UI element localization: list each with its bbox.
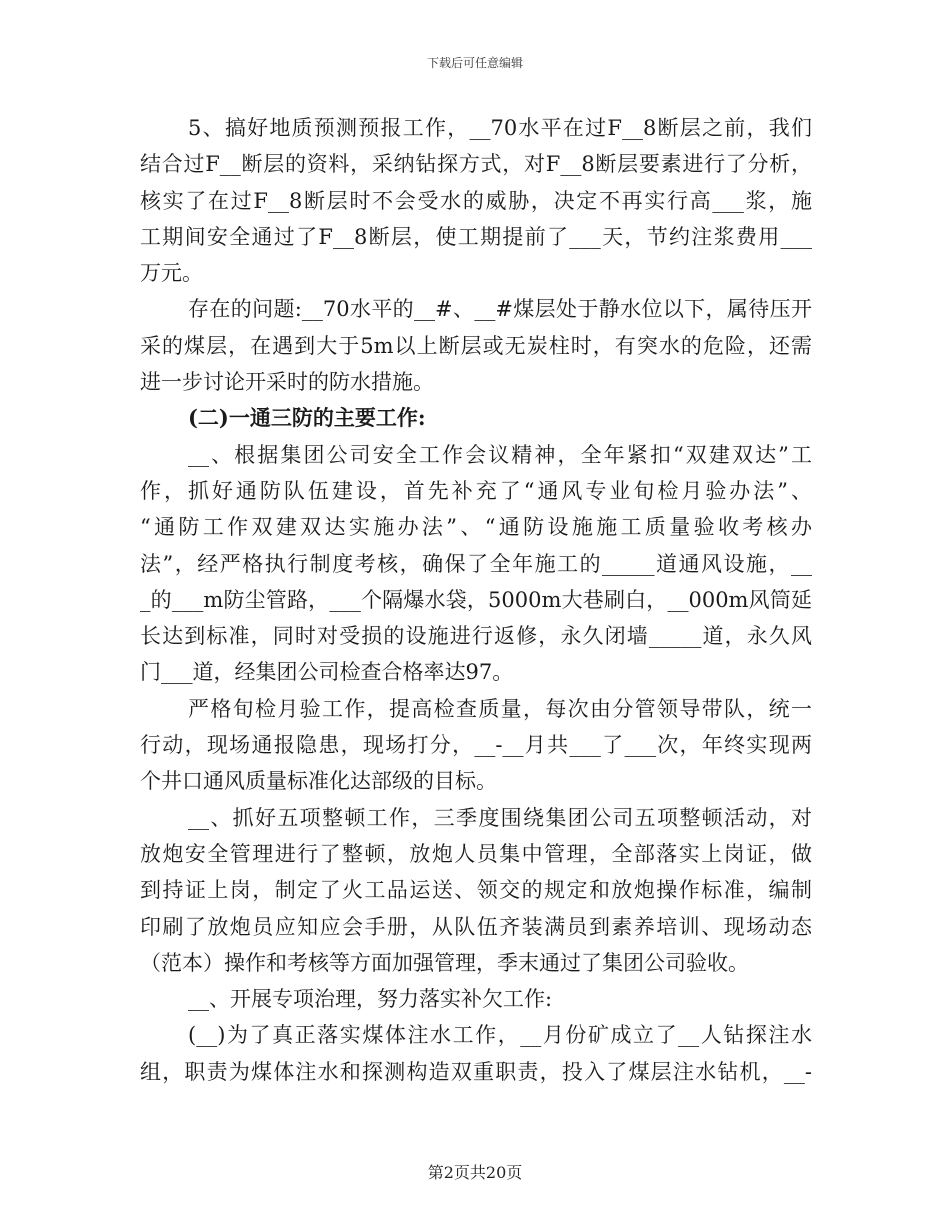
page-header: 下载后可任意编辑 [426,56,523,70]
page-number: 第2页共20页 [427,1163,523,1182]
paragraph-line: 结合过F__断层的资料，采纳钻探方式，对F__8断层要素进行了分析， [140,152,812,177]
paragraph-line: __、抓好五项整顿工作，三季度围绕集团公司五项整顿活动，对 [188,805,812,830]
paragraph-line: 法”，经严格执行制度考核，确保了全年施工的_____道通风设施，__ [140,551,812,576]
paragraph-line: _的___m防尘管路，___个隔爆水袋，5000m大巷刷白，__000m风筒延 [140,587,812,612]
paragraph-line: 印刷了放炮员应知应会手册，从队伍齐装满员到素养培训、现场动态 [140,914,812,939]
paragraph-line: 放炮安全管理进行了整顿，放炮人员集中管理，全部落实上岗证，做 [140,841,812,866]
section-heading: (二)一通三防的主要工作: [188,405,426,431]
document-body [140,110,812,1090]
paragraph-line: (__)为了真正落实煤体注水工作，__月份矿成立了__人钻探注水 [188,1023,812,1048]
paragraph-line: （范本）操作和考核等方面加强管理，季末通过了集团公司验收。 [140,950,749,975]
paragraph-line: 工期间安全通过了F__8断层，使工期提前了___天，节约注浆费用___ [140,224,812,249]
paragraph-line: 到持证上岗，制定了火工品运送、领交的规定和放炮操作标准，编制 [140,878,812,903]
paragraph-line: 采的煤层，在遇到大于5m以上断层或无炭柱时，有突水的危险，还需 [140,333,812,358]
paragraph-line: “通防工作双建双达实施办法”、“通防设施施工质量验收考核办 [140,515,812,540]
paragraph-line: 组，职责为煤体注水和探测构造双重职责，投入了煤层注水钻机，__- [140,1059,812,1084]
paragraph-line: 5、搞好地质预测预报工作，__70水平在过F__8断层之前，我们 [188,116,812,140]
paragraph-line: 万元。 [140,261,203,286]
paragraph-line: 作，抓好通防队伍建设，首先补充了“通风专业旬检月验办法”、 [140,478,812,503]
paragraph-line: 个井口通风质量标准化达部级的目标。 [140,769,497,794]
paragraph-line: __、根据集团公司安全工作会议精神，全年紧扣“双建双达”工 [188,442,812,467]
paragraph-line: 存在的问题:__70水平的__#、__#煤层处于静水位以下，属待压开 [188,297,812,322]
paragraph-line: __、开展专项治理，努力落实补欠工作: [188,987,553,1012]
paragraph-line: 进一步讨论开采时的防水措施。 [140,370,434,395]
paragraph-line: 门___道，经集团公司检查合格率达97。 [140,660,514,685]
paragraph-line: 核实了在过F__8断层时不会受水的威胁，决定不再实行高___浆，施 [140,188,812,213]
paragraph-line: 长达到标准，同时对受损的设施进行返修，永久闭墙_____道，永久风 [140,624,812,649]
paragraph-line: 行动，现场通报隐患，现场打分，__-__月共___了___次，年终实现两 [140,733,812,758]
paragraph-line: 严格旬检月验工作，提高检查质量，每次由分管领导带队，统一 [188,696,812,721]
